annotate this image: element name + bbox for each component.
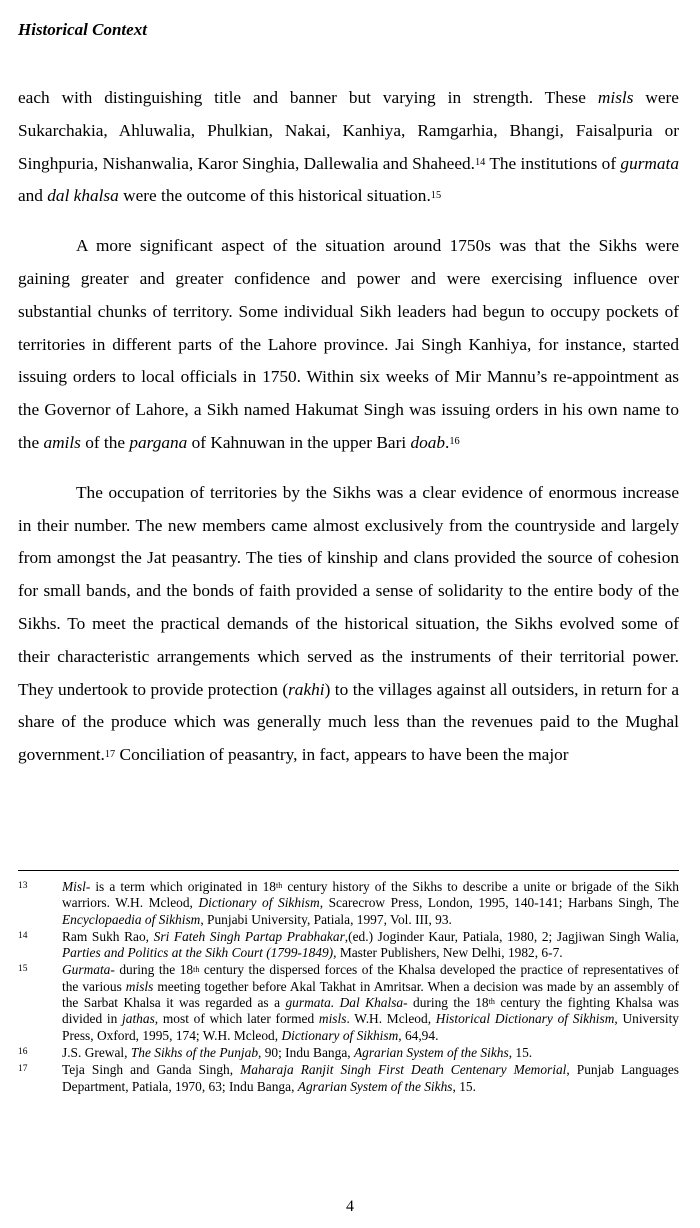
text-run: J.S. Grewal, [62,1044,131,1060]
italic-term: misls [318,1011,347,1027]
footnote-number: 15 [18,964,28,975]
italic-term: pargana [129,432,188,452]
text-run: ,(ed.) Joginder Kaur, Patiala, 1980, 2; Jagjiwan Singh Walia, [344,928,679,944]
text-run: . [445,432,450,452]
italic-term: Historical Dictionary of Sikhism [435,1011,615,1027]
text-run: The institutions of [485,153,621,173]
text-run: , Scarecrow Press, London, 1995, 140-141; Harbans Singh, The [319,895,679,911]
footnote-ref: 15 [430,189,442,201]
text-run: Ram Sukh Rao, [62,928,154,944]
italic-term: doab [410,432,446,452]
italic-term: rakhi [288,679,325,699]
italic-term: amils [43,432,81,452]
running-header: Historical Context [18,20,147,39]
footnote [18,879,679,928]
text-run: - is a term which originated in 18 [85,879,276,894]
footnote-ref: th [193,964,200,974]
footnote-number: 13 [18,881,28,891]
text-run: , Punjabi University, Patiala, 1997, Vol. III, 93. [200,911,452,927]
footnote [18,1062,679,1095]
text-run: , 15. [508,1044,533,1060]
text-run: , 15. [452,1078,476,1094]
text-run: - during the 18 [403,995,489,1011]
italic-term: jathas [122,1011,155,1027]
footnote [18,962,679,1043]
paragraph-3 [18,477,679,772]
italic-term: Gurmata [62,962,111,978]
text-run: , most of which later formed [154,1011,319,1027]
text-run: each with distinguishing title and banner but varying in strength. These [18,88,598,107]
text-run: A more significant aspect of the situation around 1750s was that the Sikhs were gaining greater and greater confidence and power and were exercising influence over substantial chunks of territory. Some individual Sikh leaders had begun to occupy pockets of territories in different parts of the Lahore province. Jai Singh Kanhiya, for instance, started issuing orders to local officials in 1750. Within six weeks of Mir Mannu’s re-appointment as the Governor of Lahore, a Sikh named Hakumat Singh was issuing orders in his own name to the [18,236,679,452]
text-run: Teja Singh and Ganda Singh, [62,1062,241,1078]
italic-term: Maharaja Ranjit Singh First Death Centenary Memorial [240,1062,567,1078]
text-run: and [18,186,48,206]
footnote-ref: 16 [449,436,460,448]
text-run: , Punjab Languages Department, Patiala, 1970, 63; Indu Banga, [62,1062,679,1094]
italic-term: misls [597,88,634,107]
italic-term: The Sikhs of the Punjab [130,1044,259,1060]
text-run: Conciliation of peasantry, in fact, appears to have been the major [115,745,569,765]
italic-term: dal khalsa [47,186,119,206]
italic-term: Misl [62,879,86,894]
paragraph-2 [18,230,679,460]
text-run: were the outcome of this historical situation. [118,186,431,206]
footnote [18,1045,679,1061]
footnote [18,929,679,962]
text-run: , University Press, Oxford, 1995, 174; W.H. Mcleod, [62,1011,679,1043]
footnote-text [62,879,679,928]
italic-term: Dictionary of Sikhism [281,1027,399,1043]
italic-term: Encyclopaedia of Sikhism [62,911,201,927]
footnote-ref: th [488,997,495,1007]
footnotes [18,879,679,1096]
footnote-number: 17 [18,1064,28,1075]
text-run: ) to the villages against all outsiders, in return for a share of the produce which was generally much less than the revenues paid to the Mughal government. [18,679,679,765]
page-number: 4 [346,1198,354,1215]
text-run: century the dispersed forces of the Khalsa developed the practice of representatives of the various [62,962,679,994]
italic-term: gurmata. Dal Khalsa [285,995,404,1011]
italic-term: Parties and Politics at the Sikh Court (1799-1849) [62,945,334,961]
text-run: century history of the Sikhs to describe a unite or brigade of the Sikh warriors. W.H. Mcleod, [62,879,679,911]
body-text [18,82,679,772]
footnote-number: 16 [18,1046,28,1057]
text-run: - during the 18 [110,962,194,978]
text-run: century the fighting Khalsa was divided in [62,995,679,1027]
footnote-ref: 17 [104,748,116,760]
footnote-text [62,962,679,1043]
text-run: , 90; Indu Banga, [258,1044,354,1060]
footnote-ref: th [276,881,283,891]
footnote-number: 14 [18,930,28,941]
text-run: meeting together before Akal Takhat in Amritsar. When a decision was made by an assembly of the Sarbat Khalsa it was regarded as a [62,978,679,1011]
footnote-divider [18,870,679,871]
text-run: . W.H. Mcleod, [346,1011,436,1027]
text-run: were Sukarchakia, Ahluwalia, Phulkian, Nakai, Kanhiya, Ramgarhia, Bhangi, Faisalpuria or Singhpuria, Nishanwalia, Karor Singhia, Dallewalia and Shaheed. [18,88,679,173]
text-run: The occupation of territories by the Sikhs was a clear evidence of enormous increase in their number. The new members came almost exclusively from the countryside and largely from amongst the Jat peasantry. The ties of kinship and clans provided the source of cohesion for small bands, and the bonds of faith provided a sense of solidarity to the entire body of the Sikhs. To meet the practical demands of the historical situation, the Sikhs evolved some of their characteristic arrangements which served as the instruments of their territorial power. They undertook to provide protection ( [18,482,679,699]
text-run: , Master Publishers, New Delhi, 1982, 6-7. [333,945,563,961]
footnote-text [62,929,679,962]
text-run: of the [80,432,130,452]
italic-term: Dictionary of Sikhism [198,895,320,911]
paragraph-1 [18,82,679,213]
italic-term: gurmata [620,153,679,173]
italic-term: misls [125,978,154,994]
italic-term: Sri Fateh Singh Partap Prabhakar [153,928,345,944]
footnote-ref: 14 [474,156,486,168]
footnote-text [62,1062,679,1095]
text-run: , 64,94. [398,1027,439,1043]
text-run: of Kahnuwan in the upper Bari [187,432,411,452]
italic-term: Agrarian System of the Sikhs [353,1044,509,1060]
footnote-text [62,1045,679,1061]
italic-term: Agrarian System of the Sikhs [297,1078,453,1094]
